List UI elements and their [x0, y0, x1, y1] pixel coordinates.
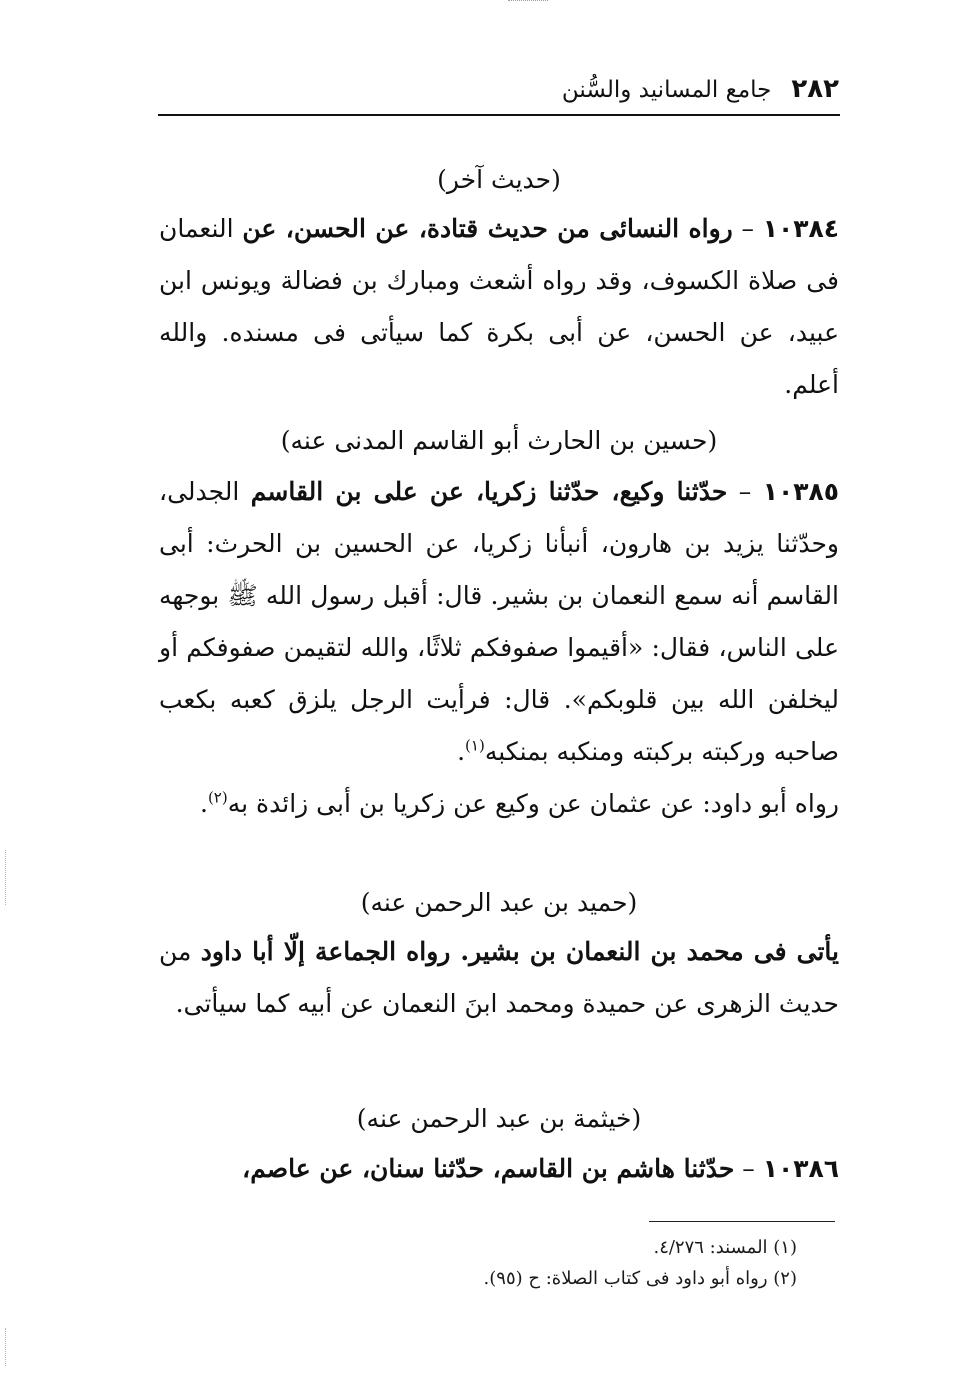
- hadith-body-text: من حديث الزهرى عن حميدة ومحمد ابنَ النعمان عن أبيه كما سيأتى.: [159, 937, 839, 1018]
- section-heading: (حميد بن عبد الرحمن عنه): [360, 888, 638, 917]
- running-title: جامع المسانيد والسُّنن: [561, 77, 772, 103]
- hadith-opening-text: حدّثنا وكيع، حدّثنا زكريا، عن على بن القاسم: [250, 477, 728, 506]
- footnote: (١) المسند: ٤/٢٧٦.: [653, 1237, 797, 1258]
- footnotes: [159, 1232, 839, 1294]
- footnote-reference: (٢): [207, 788, 228, 807]
- hadith-paragraph: [159, 466, 839, 778]
- hadith-entry: [159, 203, 839, 411]
- section-heading: (خيثمة بن عبد الرحمن عنه): [356, 1104, 642, 1133]
- footnote: (٢) رواه أبو داود فى كتاب الصلاة: ح (٩٥).: [483, 1268, 797, 1289]
- footnote-reference: (١): [465, 736, 485, 755]
- sentence-end: .: [199, 789, 208, 818]
- hadith-opening-text: رواه النسائى من حديث قتادة، عن الحسن، عن: [242, 214, 733, 243]
- hadith-entry: [159, 1143, 839, 1195]
- scan-left-mark: [5, 850, 7, 905]
- scan-top-mark: [508, 0, 548, 3]
- hadith-dash: –: [732, 214, 763, 243]
- hadith-number: ١٠٣٨٥: [762, 477, 839, 506]
- hadith-dash: –: [734, 1154, 763, 1183]
- hadith-entry: [159, 466, 839, 830]
- header-rule: [158, 114, 840, 116]
- hadith-number: ١٠٣٨٦: [762, 1154, 839, 1183]
- hadith-dash: –: [727, 477, 763, 506]
- takhrij-text: رواه أبو داود: عن عثمان عن وكيع عن زكريا بن أبى زائدة به: [227, 789, 839, 818]
- page-header: [159, 74, 839, 108]
- hadith-paragraph: [159, 926, 839, 1030]
- page-number: ٢٨٢: [791, 74, 839, 104]
- hadith-opening-text: يأتى فى محمد بن النعمان بن بشير. رواه الجماعة إلّا أبا داود: [200, 937, 840, 966]
- section-heading: (حديث آخر): [437, 165, 561, 194]
- hadith-opening-text: حدّثنا هاشم بن القاسم، حدّثنا سنان، عن عاصم،: [242, 1154, 735, 1183]
- section-heading: (حسين بن الحارث أبو القاسم المدنى عنه): [280, 426, 718, 455]
- hadith-paragraph: [159, 1143, 839, 1195]
- hadith-number: ١٠٣٨٤: [762, 214, 839, 243]
- takhrij-paragraph: [159, 778, 839, 830]
- hadith-paragraph: [159, 203, 839, 411]
- footnote-rule: [649, 1221, 835, 1222]
- hadith-body-text: النعمان فى صلاة الكسوف، وقد رواه أشعث ومبارك بن فضالة ويونس ابن عبيد، عن الحسن، عن أبى بكرة كما سيأتى فى مسنده. والله أعلم.: [159, 214, 839, 399]
- sentence-end: .: [457, 737, 466, 766]
- hadith-entry: [159, 926, 839, 1030]
- hadith-body-text: الجدلى، وحدّثنا يزيد بن هارون، أنبأنا زكريا، عن الحسين بن الحرث: أبى القاسم أنه سمع النعمان بن بشير. قال: أقبل رسول الله ﷺ بوجهه على الناس، فقال: «أقيموا صفوفكم ثلاثًا، والله لتقيمن صفوفكم أو ليخلفن الله بين قلوبكم». قال: فرأيت الرجل يلزق كعبه بكعب صاحبه وركبته بركبته ومنكبه بمنكبه: [159, 477, 839, 766]
- scan-left-mark: [5, 1328, 7, 1366]
